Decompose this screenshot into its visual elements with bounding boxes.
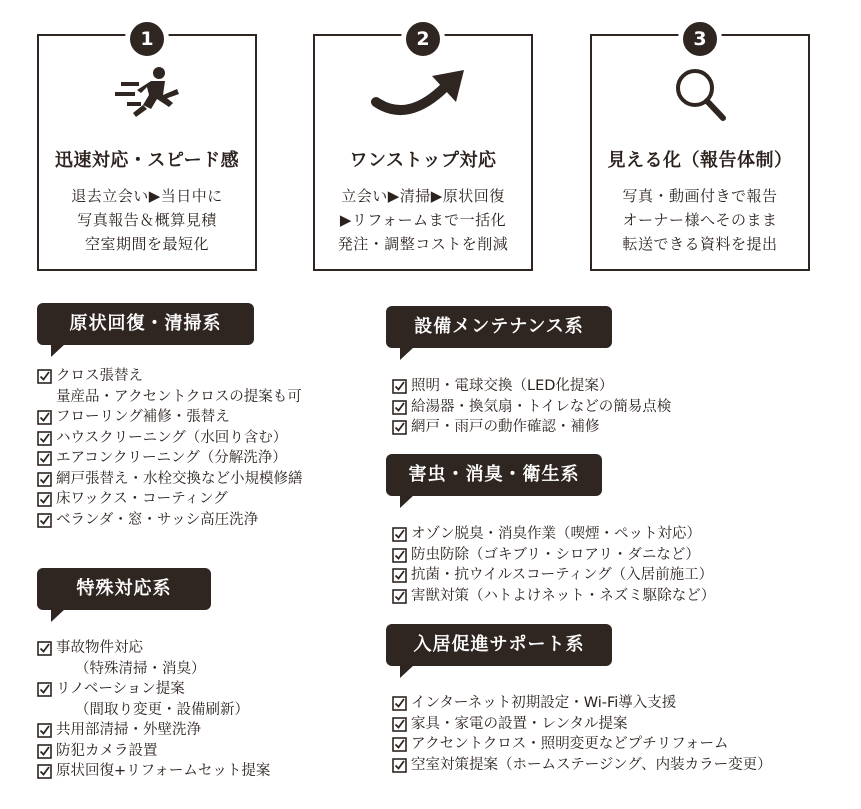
checkbox-checked-icon — [37, 764, 52, 779]
running-person-icon — [39, 60, 255, 130]
list-item: 空室対策提案（ホームステージング、内装カラー変更） — [392, 755, 772, 776]
list-item: 抗菌・抗ウイルスコーティング（入居前施工） — [392, 565, 715, 586]
checkbox-checked-icon — [392, 548, 407, 563]
list-item: クロス張替え 量産品・アクセントクロスの提案も可 — [37, 366, 303, 407]
checkbox-checked-icon — [37, 369, 52, 384]
checkbox-checked-icon — [392, 379, 407, 394]
section-title-restoration: 原状回復・清掃系 — [37, 303, 254, 345]
feature-card-onestop — [313, 28, 533, 271]
restoration-list — [37, 366, 303, 530]
list-item: アクセントクロス・照明変更などプチリフォーム — [392, 734, 772, 755]
list-item: 防虫防除（ゴキブリ・シロアリ・ダニなど） — [392, 545, 715, 566]
list-item: 床ワックス・コーティング — [37, 489, 303, 510]
upward-arrow-icon — [315, 60, 531, 130]
list-item: 網戸・雨戸の動作確認・補修 — [392, 417, 671, 438]
checkbox-checked-icon — [37, 492, 52, 507]
checkbox-checked-icon — [392, 737, 407, 752]
pest-list — [392, 524, 715, 606]
checkbox-checked-icon — [37, 513, 52, 528]
checkbox-checked-icon — [392, 568, 407, 583]
list-item: 給湯器・換気扇・トイレなどの簡易点検 — [392, 397, 671, 418]
list-item: 防犯カメラ設置 — [37, 741, 270, 762]
list-item: 照明・電球交換（LED化提案） — [392, 376, 671, 397]
checkbox-checked-icon — [37, 682, 52, 697]
list-item: エアコンクリーニング（分解洗浄） — [37, 448, 303, 469]
checkbox-checked-icon — [392, 696, 407, 711]
checkbox-checked-icon — [392, 758, 407, 773]
checkbox-checked-icon — [37, 472, 52, 487]
list-item: 家具・家電の設置・レンタル提案 — [392, 714, 772, 735]
checkbox-checked-icon — [37, 744, 52, 759]
checkbox-checked-icon — [37, 410, 52, 425]
checkbox-checked-icon — [37, 451, 52, 466]
special-list — [37, 638, 270, 782]
checkbox-checked-icon — [392, 420, 407, 435]
list-item: ベランダ・窓・サッシ高圧洗浄 — [37, 510, 303, 531]
step-number-badge: 1 — [125, 17, 169, 61]
list-item: 害獣対策（ハトよけネット・ネズミ駆除など） — [392, 586, 715, 607]
step-number-badge: 2 — [401, 17, 445, 61]
magnifier-icon — [592, 60, 808, 130]
checkbox-checked-icon — [392, 527, 407, 542]
checkbox-checked-icon — [37, 641, 52, 656]
card-title: 見える化（報告体制） — [607, 150, 793, 171]
equipment-list — [392, 376, 671, 438]
checkbox-checked-icon — [392, 400, 407, 415]
card-description: 立会い▶清掃▶原状回復 ▶リフォームまで一括化 発注・調整コストを削減 — [337, 187, 509, 253]
list-item: 原状回復+リフォームセット提案 — [37, 761, 270, 782]
section-title-equipment: 設備メンテナンス系 — [386, 306, 612, 348]
checkbox-checked-icon — [392, 589, 407, 604]
checkbox-checked-icon — [37, 431, 52, 446]
section-title-occupancy: 入居促進サポート系 — [386, 624, 612, 666]
checkbox-checked-icon — [392, 717, 407, 732]
list-item: インターネット初期設定・Wi-Fi導入支援 — [392, 693, 772, 714]
step-number-badge: 3 — [678, 17, 722, 61]
list-item: ハウスクリーニング（水回り含む） — [37, 428, 303, 449]
feature-card-speed — [37, 28, 257, 271]
list-item: 網戸張替え・水栓交換など小規模修繕 — [37, 469, 303, 490]
card-description: 写真・動画付きで報告 オーナー様へそのまま 転送できる資料を提出 — [622, 187, 778, 253]
section-title-pest: 害虫・消臭・衛生系 — [386, 454, 602, 496]
list-item: オゾン脱臭・消臭作業（喫煙・ペット対応） — [392, 524, 715, 545]
card-title: ワンストップ対応 — [349, 150, 497, 171]
card-title: 迅速対応・スピード感 — [54, 150, 240, 171]
section-title-special: 特殊対応系 — [37, 568, 211, 610]
list-item: 事故物件対応 （特殊清掃・消臭） — [37, 638, 270, 679]
checkbox-checked-icon — [37, 723, 52, 738]
list-item: フローリング補修・張替え — [37, 407, 303, 428]
occupancy-list — [392, 693, 772, 775]
list-item: 共用部清掃・外壁洗浄 — [37, 720, 270, 741]
card-description: 退去立会い▶当日中に 写真報告＆概算見積 空室期間を最短化 — [71, 187, 223, 253]
list-item: リノベーション提案 （間取り変更・設備刷新） — [37, 679, 270, 720]
feature-card-visibility — [590, 28, 810, 271]
